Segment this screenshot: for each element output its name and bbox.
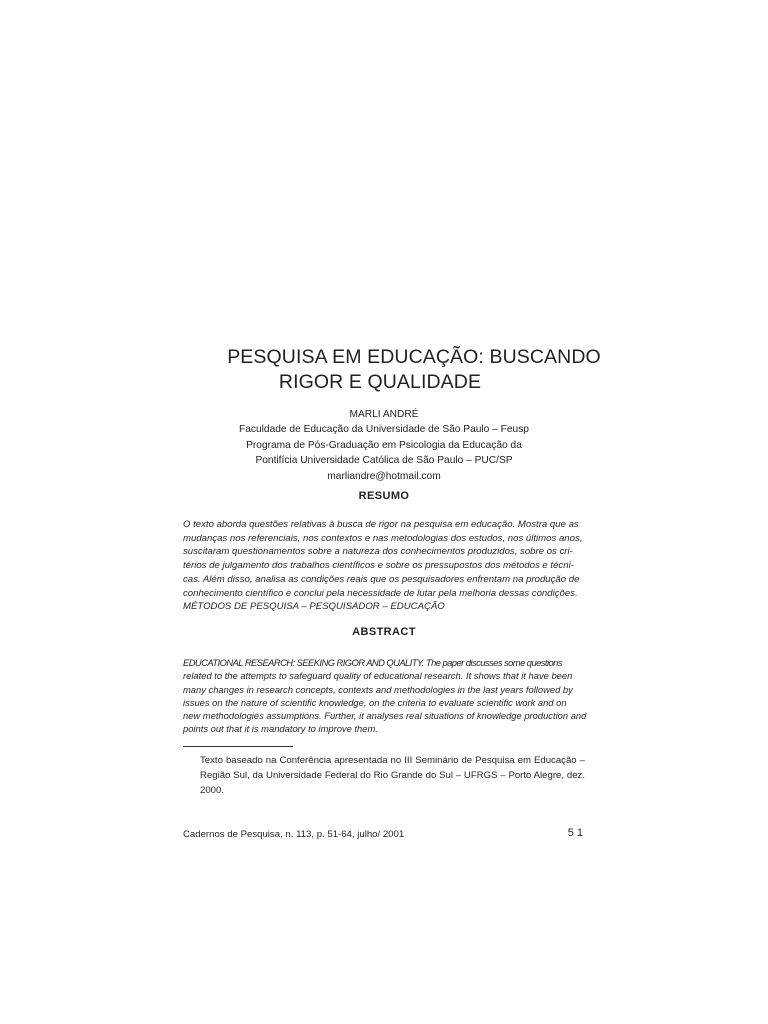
resumo-heading: RESUMO [358, 490, 410, 502]
affiliation-line: Pontifícia Universidade Católica de São Paulo – PUC/SP [255, 455, 513, 467]
affiliation-line: Programa de Pós-Graduação em Psicologia da Educação da [246, 439, 522, 451]
page-footer [183, 829, 586, 840]
affiliation-line: Faculdade de Educação da Universidade de São Paulo – Feusp [239, 424, 529, 436]
footnote-line: 2000. [200, 785, 225, 796]
abstract-line: points out that it is mandatory to improve them. [183, 723, 378, 735]
resumo-line: térios de julgamento dos trabalhos científicos e sobre os pressupostos dos métodos e técni- [183, 560, 574, 572]
author-name: MARLI ANDRÉ [349, 409, 419, 420]
title-line-1: PESQUISA EM EDUCAÇÃO: BUSCANDO [227, 346, 601, 368]
abstract-line: EDUCATIONAL RESEARCH: SEEKING RIGOR AND QUALITY. The paper discusses some questions [183, 657, 562, 668]
title-line-2: RIGOR E QUALIDADE [278, 371, 482, 393]
footnote-line: Região Sul, da Universidade Federal do Rio Grande do Sul – UFRGS – Porto Alegre, dez. [200, 770, 585, 781]
author-block [183, 407, 585, 484]
abstract-text [183, 656, 586, 736]
resumo-text [183, 518, 586, 614]
footnote-line: Texto baseado na Conferência apresentada no III Seminário de Pesquisa em Educação – [200, 755, 585, 766]
footnote [200, 753, 585, 798]
abstract-line: related to the attempts to safeguard quality of educational research. It shows that it have been [183, 670, 573, 682]
resumo-line: suscitaram questionamentos sobre a natureza dos conhecimentos produzidos, sobre os cri- [183, 546, 573, 558]
resumo-line: conhecimento científico e conclui pela necessidade de lutar pela melhoria dessas condições. [183, 587, 578, 599]
abstract-line: new methodologies assumptions. Further, it analyses real situations of knowledge production and [183, 710, 587, 722]
abstract-heading: ABSTRACT [352, 626, 416, 638]
journal-citation: Cadernos de Pesquisa, n. 113, p. 51-64, julho/ 2001 [183, 829, 405, 840]
abstract-line: many changes in research concepts, contexts and methodologies in the last years followed by [183, 683, 573, 695]
abstract-line: issues on the nature of scientific knowledge, on the criteria to evaluate scientific work and on [183, 696, 567, 708]
footnote-divider [183, 746, 293, 747]
page-number: 51 [567, 827, 586, 839]
author-email: marliandre@hotmail.com [327, 470, 441, 482]
article-title [150, 345, 648, 395]
resumo-line: O texto aborda questões relativas à busca de rigor na pesquisa em educação. Mostra que as [183, 519, 579, 530]
resumo-line: cas. Além disso, analisa as condições reais que os pesquisadores enfrentam na produção de [183, 573, 580, 585]
resumo-line: mudanças nos referenciais, nos contextos e nas metodologias dos estudos, nos últimos anos, [183, 532, 583, 544]
resumo-keywords: MÉTODOS DE PESQUISA – PESQUISADOR – EDUCAÇÃO [183, 601, 445, 613]
